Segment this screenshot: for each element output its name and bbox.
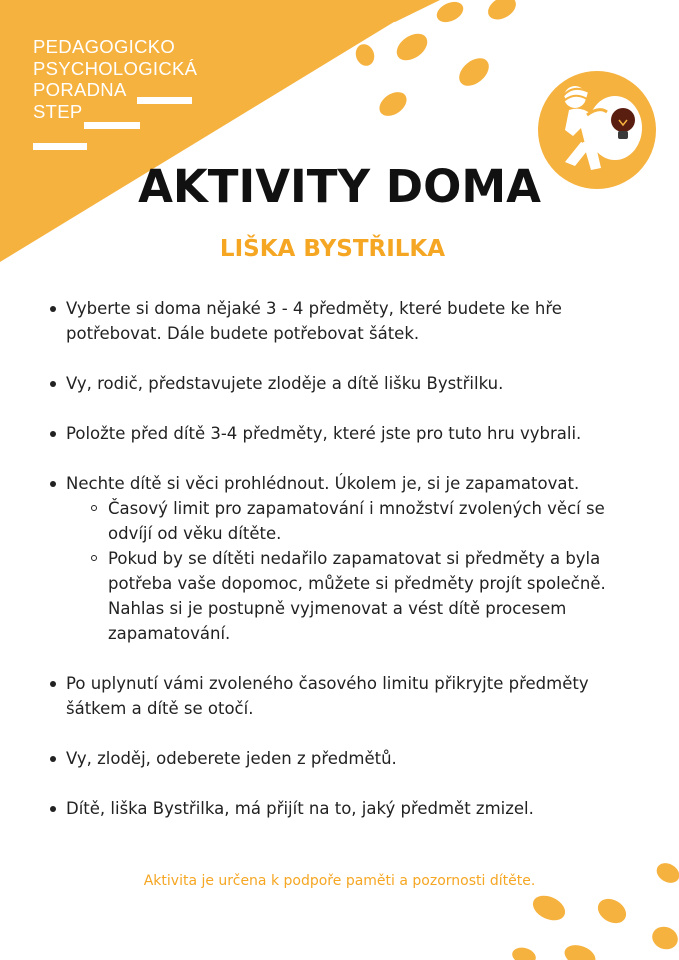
list-item [48, 746, 648, 771]
sub-list-item-text: Časový limit pro zapamatování i množství zvolených věcí se odvíjí od věku dítěte. [108, 499, 605, 543]
list-item [48, 671, 648, 721]
instructions [48, 296, 648, 846]
list-item [48, 796, 648, 821]
confetti-dot [562, 941, 599, 960]
confetti-dot [353, 42, 377, 69]
list-item-text: Vy, zloděj, odeberete jeden z předmětů. [66, 749, 397, 768]
sub-list [66, 496, 648, 646]
confetti-dot [510, 945, 537, 960]
footer-note: Aktivita je určena k podpoře paměti a pozornosti dítěte. [143, 873, 536, 889]
sub-list-item-text: Pokud by se dítěti nedařilo zapamatovat si předměty a byla potřeba vaše dopomoc, můžete si předměty projít společně. Nahlas si je postupně vyjmenovat a vést dítě procesem zapamatování. [108, 549, 606, 643]
confetti-dot [375, 87, 411, 121]
confetti-dot [434, 0, 467, 26]
list-item-text: Nechte dítě si věci prohlédnout. Úkolem je, si je zapamatovat. [66, 474, 580, 493]
confetti-dot [484, 0, 520, 24]
organization-bar [33, 143, 87, 150]
activity-name: LIŠKA BYSTŘILKA [219, 236, 446, 262]
confetti-dot [529, 891, 569, 925]
confetti-dot [454, 53, 494, 92]
organization-name [33, 36, 197, 122]
list-item [48, 296, 648, 346]
page-title: AKTIVITY DOMA [138, 160, 541, 213]
list-item-text: Položte před dítě 3-4 předměty, které jste pro tuto hru vybrali. [66, 424, 582, 443]
organization-bar [84, 122, 140, 129]
list-item [48, 371, 648, 396]
organization-bar [137, 97, 192, 104]
list-item-text: Po uplynutí vámi zvoleného časového limitu přikryjte předměty šátkem a dítě se otočí. [66, 674, 589, 718]
list-item-text: Vy, rodič, představujete zloděje a dítě lišku Bystřilku. [66, 374, 504, 393]
list-item-text: Dítě, liška Bystřilka, má přijít na to, jaký předmět zmizel. [66, 799, 534, 818]
organization-line: PEDAGOGICKO [33, 36, 176, 57]
organization-line: PSYCHOLOGICKÁ [33, 57, 198, 79]
instruction-list [48, 296, 648, 821]
organization-line: STEP [33, 100, 83, 122]
confetti-dot [392, 28, 432, 66]
sub-list-item [88, 496, 648, 546]
list-item [48, 421, 648, 446]
list-item [48, 471, 648, 646]
confetti-dot [649, 923, 679, 953]
organization-line: PORADNA [33, 79, 127, 100]
confetti-dot [594, 894, 631, 928]
list-item-text: Vyberte si doma nějaké 3 - 4 předměty, které budete ke hře potřebovat. Dále budete potřebovat šátek. [66, 299, 562, 343]
sub-list-item [88, 546, 648, 646]
